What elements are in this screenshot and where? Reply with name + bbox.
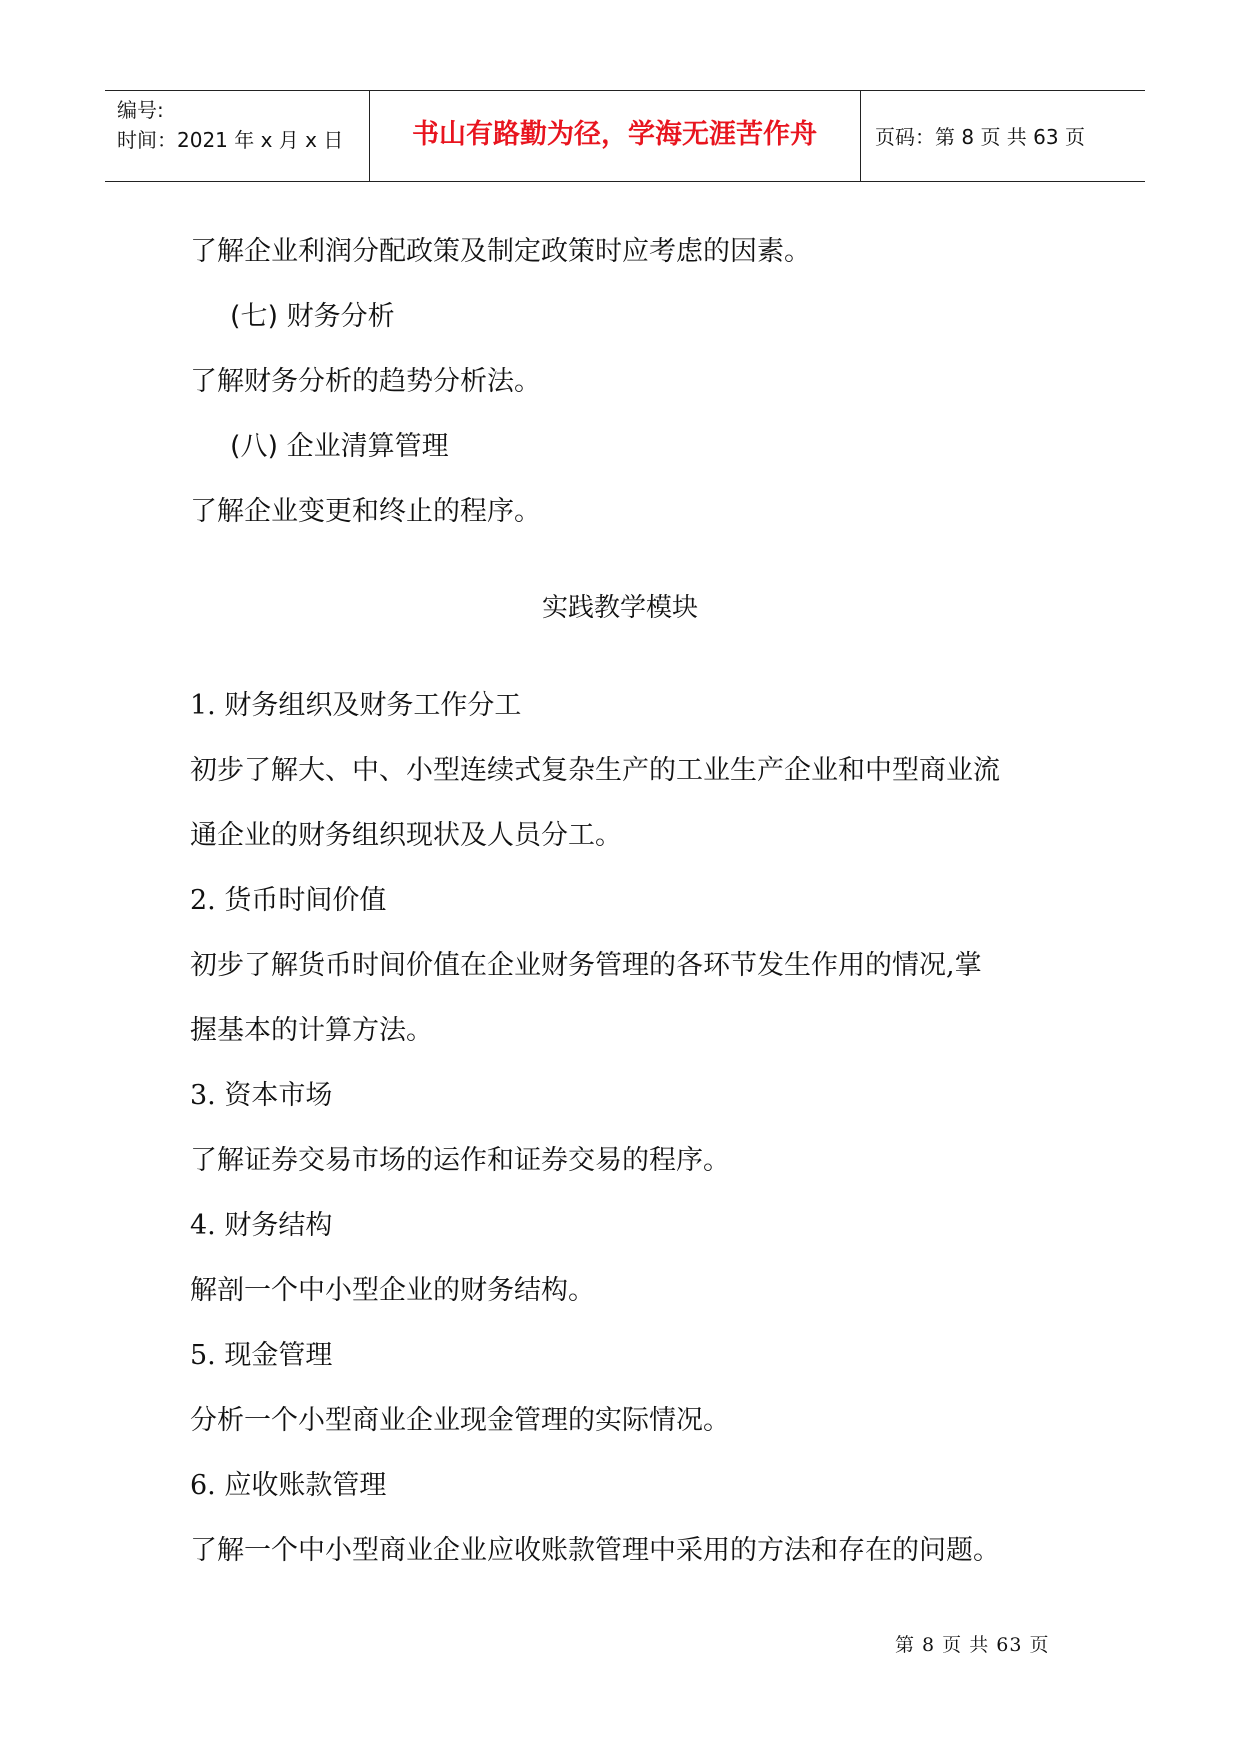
header-meta [117,95,367,155]
list-item-text: 了解一个中小型商业企业应收账款管理中采用的方法和存在的问题。 [190,1535,1000,1566]
spacer [190,641,1070,673]
list-item-text: 分析一个小型商业企业现金管理的实际情况。 [190,1405,730,1436]
list-item-title: 1. 财务组织及财务工作分工 [190,690,522,721]
page-footer: 第 8 页 共 63 页 [895,1634,1050,1656]
section-heading: (七) 财务分析 [230,301,395,332]
list-item-title: 3. 资本市场 [190,1080,333,1111]
list-item-title: 2. 货币时间价值 [190,885,387,916]
list-item-text: 初步了解大、中、小型连续式复杂生产的工业生产企业和中型商业流 [190,755,1000,786]
document-time-label: 时间：2021 年 x 月 x 日 [117,128,344,152]
document-body [190,219,1070,1583]
list-item-title: 4. 财务结构 [190,1210,333,1241]
header-divider [860,91,861,181]
header-motto: 书山有路勤为径，学海无涯苦作舟 [412,119,817,150]
header-page-number: 页码：第 8 页 共 63 页 [875,125,1085,149]
section-heading: (八) 企业清算管理 [230,431,449,462]
list-item-text: 握基本的计算方法。 [190,1015,433,1046]
spacer [190,544,1070,576]
body-paragraph: 了解企业变更和终止的程序。 [190,496,541,527]
list-item-title: 6. 应收账款管理 [190,1470,387,1501]
list-item-text: 解剖一个中小型企业的财务结构。 [190,1275,595,1306]
list-item-text: 了解证券交易市场的运作和证券交易的程序。 [190,1145,730,1176]
list-item-text: 初步了解货币时间价值在企业财务管理的各环节发生作用的情况,掌 [190,950,982,981]
body-paragraph: 了解财务分析的趋势分析法。 [190,366,541,397]
body-paragraph: 了解企业利润分配政策及制定政策时应考虑的因素。 [190,236,811,267]
page-header [105,90,1145,182]
list-item-text: 通企业的财务组织现状及人员分工。 [190,820,622,851]
document-number-label: 编号: [117,98,164,122]
list-item-title: 5. 现金管理 [190,1340,333,1371]
module-title: 实践教学模块 [541,593,698,623]
